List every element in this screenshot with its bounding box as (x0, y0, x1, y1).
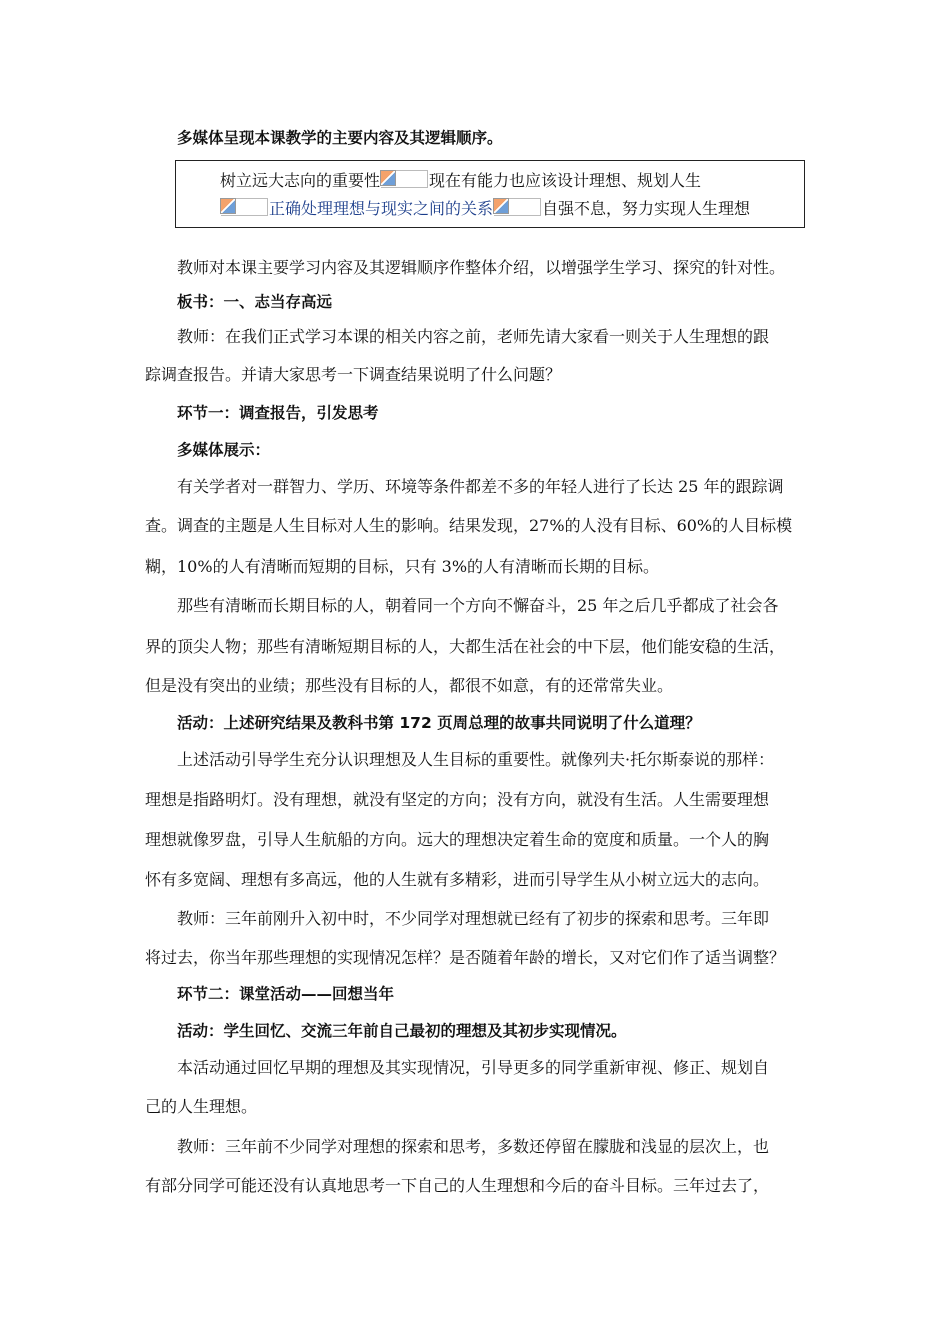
paragraph-line: 教师：在我们正式学习本课的相关内容之前，老师先请大家看一则关于人生理想的跟 (177, 327, 770, 346)
broken-image-icon (494, 198, 541, 216)
broken-image-icon (221, 198, 268, 216)
paragraph-line: 有关学者对一群智力、学历、环境等条件都差不多的年轻人进行了长达 25 年的跟踪调 (177, 477, 784, 496)
paragraph-line: 有部分同学可能还没有认真地思考一下自己的人生理想和今后的奋斗目标。三年过去了， (145, 1176, 770, 1195)
board-heading: 板书：一、志当存高远 (177, 293, 333, 311)
paragraph-line: 那些有清晰而长期目标的人，朝着同一个方向不懈奋斗，25 年之后几乎都成了社会各 (177, 596, 779, 615)
paragraph-line: 本活动通过回忆早期的理想及其实现情况，引导更多的同学重新审视、修正、规划自 (177, 1058, 770, 1077)
paragraph-line: 怀有多宽阔、理想有多高远，他的人生就有多精彩，进而引导学生从小树立远大的志向。 (145, 870, 770, 889)
content-flow-diagram (175, 160, 805, 228)
paragraph-line: 糊，10%的人有清晰而短期的目标，只有 3%的人有清晰而长期的目标。 (145, 557, 660, 576)
diagram-step-3: 正确处理理想与现实之间的关系 (269, 199, 494, 218)
paragraph-line: 己的人生理想。 (145, 1097, 258, 1116)
paragraph-line: 上述活动引导学生充分认识理想及人生目标的重要性。就像列夫·托尔斯泰说的那样： (177, 750, 775, 769)
paragraph-line: 将过去，你当年那些理想的实现情况怎样？是否随着年龄的增长，又对它们作了适当调整？ (145, 948, 786, 967)
multimedia-heading: 多媒体展示： (177, 441, 271, 459)
paragraph-line: 踪调查报告。并请大家思考一下调查结果说明了什么问题？ (145, 365, 562, 384)
paragraph-line: 但是没有突出的业绩；那些没有目标的人，都很不如意，有的还常常失业。 (145, 676, 674, 695)
paragraph-line: 教师：三年前不少同学对理想的探索和思考，多数还停留在朦胧和浅显的层次上，也 (177, 1137, 770, 1156)
step-heading: 环节一：调查报告，引发思考 (177, 404, 379, 422)
paragraph-line: 理想就像罗盘，引导人生航船的方向。远大的理想决定着生命的宽度和质量。一个人的胸 (145, 830, 770, 849)
diagram-step-1: 树立远大志向的重要性 (220, 171, 381, 190)
diagram-row-1 (220, 170, 701, 191)
section-heading: 多媒体呈现本课教学的主要内容及其逻辑顺序。 (177, 129, 503, 147)
step-heading: 环节二：课堂活动——回想当年 (177, 985, 395, 1003)
activity-heading: 活动：学生回忆、交流三年前自己最初的理想及其初步实现情况。 (177, 1022, 627, 1040)
paragraph-line: 教师：三年前刚升入初中时，不少同学对理想就已经有了初步的探索和思考。三年即 (177, 909, 770, 928)
paragraph-line: 教师对本课主要学习内容及其逻辑顺序作整体介绍，以增强学生学习、探究的针对性。 (177, 258, 786, 277)
diagram-step-2: 现在有能力也应该设计理想、规划人生 (429, 171, 702, 190)
activity-heading: 活动：上述研究结果及教科书第 172 页周总理的故事共同说明了什么道理？ (177, 714, 701, 732)
diagram-step-4: 自强不息，努力实现人生理想 (542, 199, 751, 218)
paragraph-line: 理想是指路明灯。没有理想，就没有坚定的方向；没有方向，就没有生活。人生需要理想 (145, 790, 770, 809)
paragraph-line: 查。调查的主题是人生目标对人生的影响。结果发现，27%的人没有目标、60%的人目标模 (145, 516, 793, 535)
paragraph-line: 界的顶尖人物；那些有清晰短期目标的人，大都生活在社会的中下层，他们能安稳的生活， (145, 637, 786, 656)
broken-image-icon (381, 170, 428, 188)
diagram-row-2 (220, 198, 750, 219)
